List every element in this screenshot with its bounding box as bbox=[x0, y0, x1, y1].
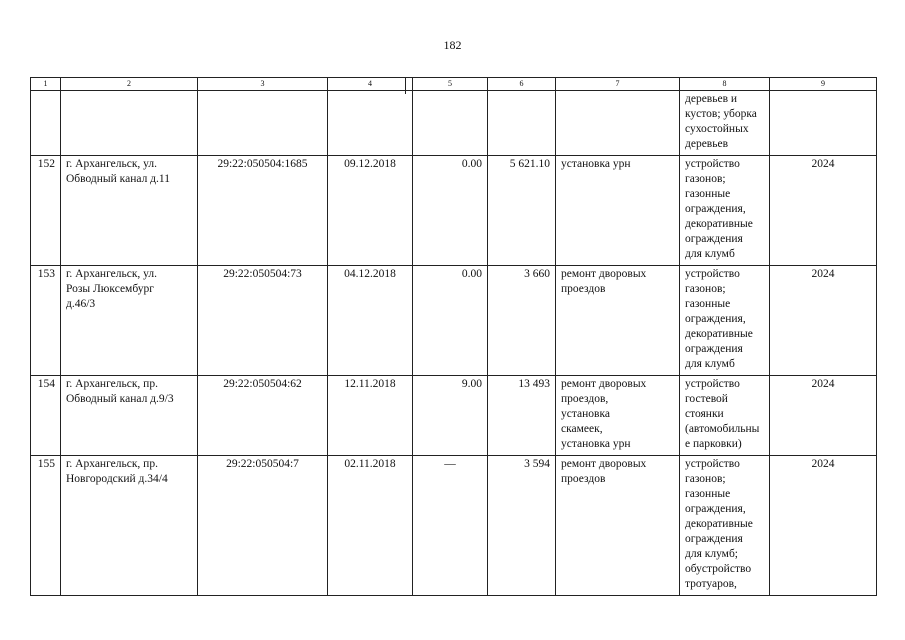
date-cell: 04.12.2018 bbox=[328, 266, 413, 376]
row-number-cell: 153 bbox=[31, 266, 61, 376]
column-number: 5 bbox=[413, 78, 488, 91]
column-number: 1 bbox=[31, 78, 61, 91]
column-number: 4 bbox=[328, 78, 413, 91]
date-cell: 09.12.2018 bbox=[328, 156, 413, 266]
value-cell: 9.00 bbox=[413, 376, 488, 456]
cadastral-number-cell: 29:22:050504:73 bbox=[198, 266, 328, 376]
date-cell bbox=[328, 91, 413, 156]
year-cell: 2024 bbox=[770, 456, 877, 596]
value-cell: 0.00 bbox=[413, 156, 488, 266]
improvements-cell: устройство газонов; газонные ограждения, декоративные ограждения для клумб bbox=[680, 156, 770, 266]
header-divider bbox=[405, 78, 406, 94]
improvements-cell: устройство газонов; газонные ограждения, декоративные ограждения для клумб; обустройство тротуаров, bbox=[680, 456, 770, 596]
column-number: 8 bbox=[680, 78, 770, 91]
improvement-table bbox=[30, 77, 877, 596]
year-cell bbox=[770, 91, 877, 156]
amount-cell bbox=[488, 91, 556, 156]
amount-cell: 5 621.10 bbox=[488, 156, 556, 266]
column-number-row bbox=[31, 78, 877, 91]
date-cell: 12.11.2018 bbox=[328, 376, 413, 456]
row-number-cell: 155 bbox=[31, 456, 61, 596]
table-row bbox=[31, 376, 877, 456]
table-row bbox=[31, 156, 877, 266]
year-cell: 2024 bbox=[770, 266, 877, 376]
improvements-cell: устройство газонов; газонные ограждения, декоративные ограждения для клумб bbox=[680, 266, 770, 376]
table-row bbox=[31, 456, 877, 596]
cadastral-number-cell: 29:22:050504:1685 bbox=[198, 156, 328, 266]
amount-cell: 3 660 bbox=[488, 266, 556, 376]
amount-cell: 3 594 bbox=[488, 456, 556, 596]
date-cell: 02.11.2018 bbox=[328, 456, 413, 596]
row-number-cell: 154 bbox=[31, 376, 61, 456]
amount-cell: 13 493 bbox=[488, 376, 556, 456]
cadastral-number-cell: 29:22:050504:62 bbox=[198, 376, 328, 456]
column-number: 6 bbox=[488, 78, 556, 91]
works-cell: ремонт дворовых проездов bbox=[556, 456, 680, 596]
address-cell: г. Архангельск, ул. Розы Люксембург д.46/3 bbox=[61, 266, 198, 376]
address-cell: г. Архангельск, пр. Новгородский д.34/4 bbox=[61, 456, 198, 596]
year-cell: 2024 bbox=[770, 376, 877, 456]
value-cell: 0.00 bbox=[413, 266, 488, 376]
page-number: 182 bbox=[443, 38, 462, 52]
improvements-cell: деревьев и кустов; уборка сухостойных деревьев bbox=[680, 91, 770, 156]
works-cell bbox=[556, 91, 680, 156]
year-cell: 2024 bbox=[770, 156, 877, 266]
cadastral-number-cell bbox=[198, 91, 328, 156]
address-cell: г. Архангельск, пр. Обводный канал д.9/3 bbox=[61, 376, 198, 456]
value-cell bbox=[413, 91, 488, 156]
address-cell: г. Архангельск, ул. Обводный канал д.11 bbox=[61, 156, 198, 266]
improvements-cell: устройство гостевой стоянки (автомобильны е парковки) bbox=[680, 376, 770, 456]
row-number-cell bbox=[31, 91, 61, 156]
cadastral-number-cell: 29:22:050504:7 bbox=[198, 456, 328, 596]
column-number: 9 bbox=[770, 78, 877, 91]
works-cell: ремонт дворовых проездов bbox=[556, 266, 680, 376]
table-row bbox=[31, 266, 877, 376]
value-cell: — bbox=[413, 456, 488, 596]
column-number: 3 bbox=[198, 78, 328, 91]
column-number: 2 bbox=[61, 78, 198, 91]
works-cell: ремонт дворовых проездов, установка скамеек, установка урн bbox=[556, 376, 680, 456]
address-cell bbox=[61, 91, 198, 156]
row-number-cell: 152 bbox=[31, 156, 61, 266]
column-number: 7 bbox=[556, 78, 680, 91]
works-cell: установка урн bbox=[556, 156, 680, 266]
table-row bbox=[31, 91, 877, 156]
